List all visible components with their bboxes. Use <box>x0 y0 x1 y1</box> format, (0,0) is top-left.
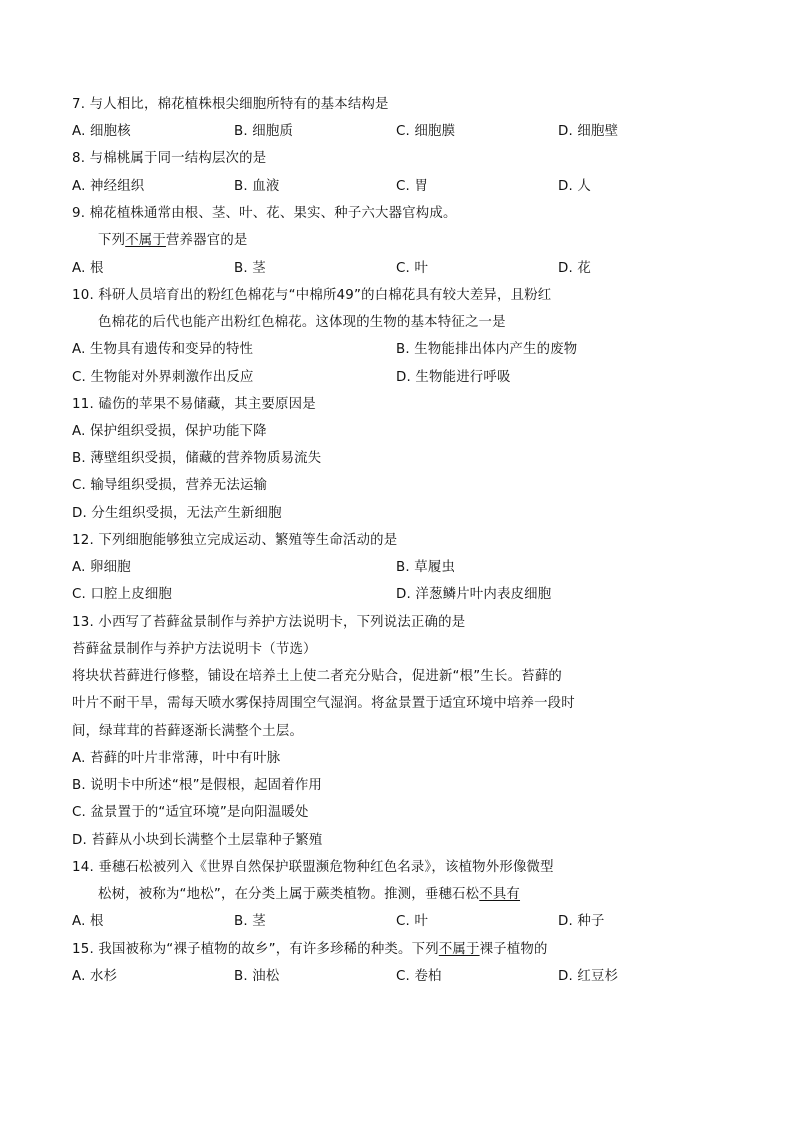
q11-option-b: B. 薄壁组织受损，储藏的营养物质易流失 <box>72 451 322 466</box>
q15-stem-post: 裸子植物的 <box>479 942 548 957</box>
q13-option-b: B. 说明卡中所述“根”是假根，起固着作用 <box>72 778 323 793</box>
q7-option-a: A. 细胞核 <box>72 124 131 139</box>
q10-option-d: D. 生物能进行呼吸 <box>396 370 511 385</box>
q14-stem2-underlined: 不具有 <box>479 887 521 902</box>
q7-option-c: C. 细胞膜 <box>396 124 456 139</box>
q12-option-a: A. 卵细胞 <box>72 560 131 575</box>
q9-option-d: D. 花 <box>558 261 592 276</box>
question-9-stem-line2 <box>98 231 248 251</box>
q12-option-b: B. 草履虫 <box>396 560 456 575</box>
question-10-stem: 10. 科研人员培育出的粉红色棉花与“中棉所49”的白棉花具有较大差异，且粉红 <box>72 288 552 303</box>
question-15-stem <box>72 940 548 960</box>
q13-option-c: C. 盆景置于的“适宜环境”是向阳温暖处 <box>72 805 309 820</box>
question-8-stem: 8. 与棉桃属于同一结构层次的是 <box>72 151 267 166</box>
q11-option-c: C. 输导组织受损，营养无法运输 <box>72 478 268 493</box>
question-9-stem: 9. 棉花植株通常由根、茎、叶、花、果实、种子六大器官构成。 <box>72 206 457 221</box>
question-12-stem: 12. 下列细胞能够独立完成运动、繁殖等生命活动的是 <box>72 533 398 548</box>
q14-option-b: B. 茎 <box>234 914 266 929</box>
question-10-stem-line2: 色棉花的后代也能产出粉红色棉花。这体现的生物的基本特征之一是 <box>98 315 506 330</box>
q10-option-c: C. 生物能对外界刺激作出反应 <box>72 370 254 385</box>
q9-option-c: C. 叶 <box>396 261 429 276</box>
q14-option-c: C. 叶 <box>396 914 429 929</box>
q8-option-a: A. 神经组织 <box>72 179 145 194</box>
q7-option-d: D. 细胞壁 <box>558 124 619 139</box>
q15-option-c: C. 卷柏 <box>396 969 442 984</box>
q9-stem2-post: 营养器官的是 <box>165 233 248 248</box>
q13-option-a: A. 苔藓的叶片非常薄，叶中有叶脉 <box>72 751 281 766</box>
q15-option-d: D. 红豆杉 <box>558 969 619 984</box>
question-11-stem: 11. 磕伤的苹果不易储藏，其主要原因是 <box>72 397 316 412</box>
question-14-stem-line2 <box>98 885 520 905</box>
q7-option-b: B. 细胞质 <box>234 124 294 139</box>
q14-stem2-pre: 松树，被称为“地松”，在分类上属于蕨类植物。推测，垂穗石松 <box>98 887 480 902</box>
question-7-stem: 7. 与人相比，棉花植株根尖细胞所特有的基本结构是 <box>72 97 389 112</box>
q10-option-b: B. 生物能排出体内产生的废物 <box>396 342 578 357</box>
q12-option-d: D. 洋葱鳞片叶内表皮细胞 <box>396 587 552 602</box>
q12-option-c: C. 口腔上皮细胞 <box>72 587 173 602</box>
q10-option-a: A. 生物具有遗传和变异的特性 <box>72 342 254 357</box>
q13-option-d: D. 苔藓从小块到长满整个土层靠种子繁殖 <box>72 833 323 848</box>
q8-option-c: C. 胃 <box>396 179 429 194</box>
q9-option-b: B. 茎 <box>234 261 266 276</box>
q13-card-line: 叶片不耐干旱，需每天喷水雾保持周围空气湿润。将盆景置于适宜环境中培养一段时 <box>72 696 575 711</box>
q11-option-a: A. 保护组织受损，保护功能下降 <box>72 424 267 439</box>
q15-stem-underlined: 不属于 <box>438 942 480 957</box>
question-14-stem: 14. 垂穗石松被列入《世界自然保护联盟濒危物种红色名录》，该植物外形像微型 <box>72 860 554 875</box>
q13-card-line: 间，绿茸茸的苔藓逐渐长满整个土层。 <box>72 724 304 739</box>
q14-option-a: A. 根 <box>72 914 104 929</box>
q13-card-title: 苔藓盆景制作与养护方法说明卡（节选） <box>72 642 317 657</box>
q9-stem2-underlined: 不属于 <box>125 233 166 248</box>
q13-card-line: 将块状苔藓进行修整，铺设在培养土上使二者充分贴合，促进新“根”生长。苔藓的 <box>72 669 562 684</box>
q11-option-d: D. 分生组织受损，无法产生新细胞 <box>72 506 282 521</box>
q14-option-d: D. 种子 <box>558 914 605 929</box>
q9-stem2-pre: 下列 <box>98 233 126 248</box>
q15-option-a: A. 水杉 <box>72 969 118 984</box>
q8-option-d: D. 人 <box>558 179 592 194</box>
q8-option-b: B. 血液 <box>234 179 280 194</box>
question-13-stem: 13. 小西写了苔藓盆景制作与养护方法说明卡，下列说法正确的是 <box>72 615 466 630</box>
q15-stem-pre: 15. 我国被称为“裸子植物的故乡”，有许多珍稀的种类。下列 <box>72 942 439 957</box>
q15-option-b: B. 油松 <box>234 969 280 984</box>
q9-option-a: A. 根 <box>72 261 104 276</box>
